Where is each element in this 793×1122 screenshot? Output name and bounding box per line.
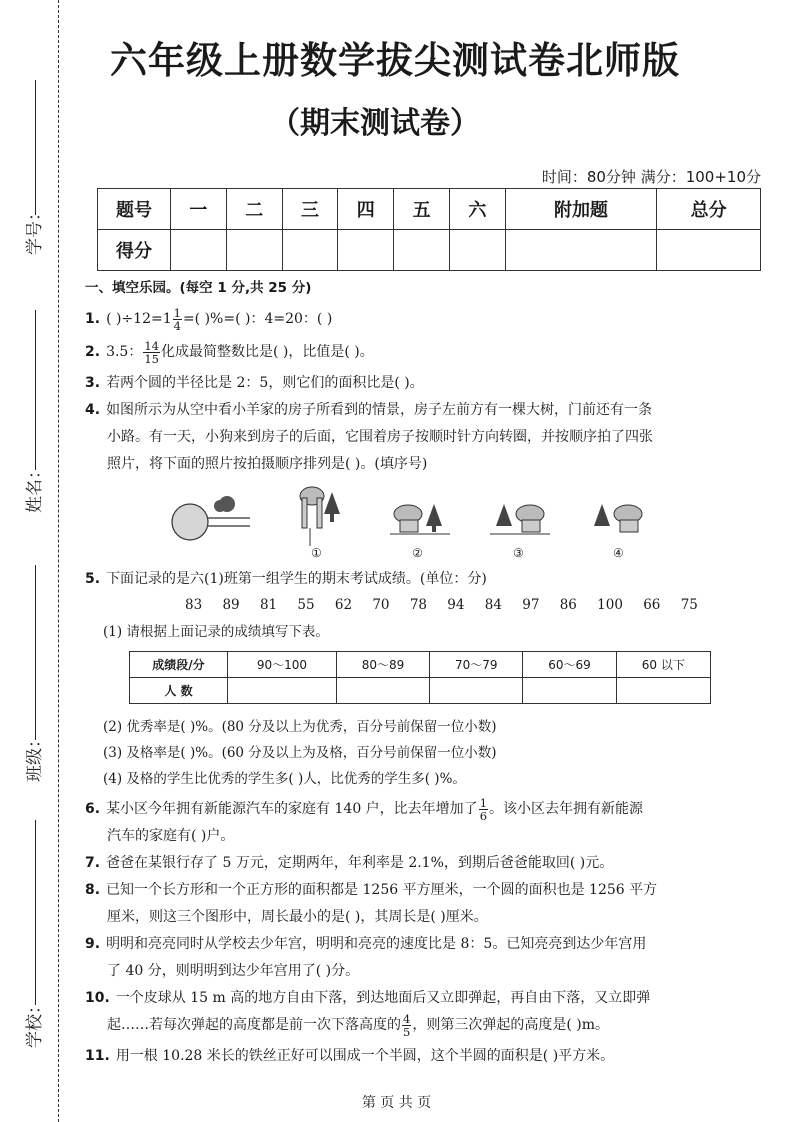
grade-row-label: 人 数 xyxy=(130,678,228,704)
sub-question: (3) 及格率是( )%。(60 分及以上为及格，百分号前保留一位小数) xyxy=(103,745,497,761)
question-number: 7. xyxy=(85,855,101,871)
photo-3-figure xyxy=(490,504,550,544)
question-text: 某小区今年拥有新能源汽车的家庭有 140 户，比去年增加了 xyxy=(106,801,478,817)
question-text: 。该小区去年拥有新能源 xyxy=(489,801,644,817)
question-text: 了 40 分，则明明到达少年宫用了( )分。 xyxy=(107,963,360,979)
score-cell[interactable] xyxy=(394,230,450,271)
school-label: 学校： xyxy=(25,997,45,1048)
photo-4-figure xyxy=(590,504,650,544)
question-6 xyxy=(85,796,765,850)
score-cell[interactable] xyxy=(282,230,338,271)
question-number: 1. xyxy=(85,311,101,327)
grade-cell[interactable] xyxy=(336,678,429,704)
score-header-cell: 一 xyxy=(171,189,227,230)
photo-2-figure xyxy=(390,504,450,544)
grade-cell[interactable] xyxy=(523,678,616,704)
question-text: 3.5： xyxy=(106,344,143,360)
class-line xyxy=(35,565,36,740)
grade-table xyxy=(129,651,711,704)
fraction-denominator: 5 xyxy=(403,1024,411,1039)
question-number: 5. xyxy=(85,571,101,587)
question-text: 如图所示为从空中看小羊家的房子所看到的情景，房子左前方有一棵大树，门前还有一条 xyxy=(106,402,653,418)
question-9 xyxy=(85,931,765,985)
grade-cell[interactable] xyxy=(616,678,710,704)
question-10 xyxy=(85,985,765,1039)
fraction xyxy=(173,307,182,332)
question-number: 2. xyxy=(85,344,101,360)
score-header-cell: 四 xyxy=(338,189,394,230)
score-table xyxy=(97,188,761,271)
score-cell[interactable] xyxy=(338,230,394,271)
question-2 xyxy=(85,339,765,366)
grade-header-cell: 80～89 xyxy=(336,652,429,678)
photo-label: ④ xyxy=(613,546,624,560)
name-line xyxy=(35,310,36,470)
question-text: 小路。有一天，小狗来到房子的后面，它围着房子按顺时针方向转圈，并按顺序拍了四张 xyxy=(107,429,653,445)
fraction-numerator: 4 xyxy=(403,1011,411,1026)
page-title: 六年级上册数学拔尖测试卷北师版 xyxy=(110,39,680,82)
score-list: 83 89 81 55 62 70 78 94 84 97 86 100 66 75 xyxy=(185,597,698,613)
name-field[interactable] xyxy=(0,462,58,514)
question-text: 用一根 10.28 米长的铁丝正好可以围成一个半圆，这个半圆的面积是( )平方米。 xyxy=(115,1048,615,1064)
section-title: 一、填空乐园。(每空 1 分,共 25 分) xyxy=(85,280,312,296)
fraction xyxy=(143,340,160,365)
class-label: 班级： xyxy=(25,731,45,782)
score-header-cell: 六 xyxy=(449,189,505,230)
fraction-numerator: 14 xyxy=(144,338,159,353)
sub-question: (2) 优秀率是( )%。(80 分及以上为优秀，百分号前保留一位小数) xyxy=(103,719,497,735)
grade-header-cell: 60～69 xyxy=(523,652,616,678)
score-cell[interactable] xyxy=(449,230,505,271)
score-header-cell: 三 xyxy=(282,189,338,230)
school-line xyxy=(35,820,36,1005)
grade-header-cell: 90～100 xyxy=(228,652,337,678)
score-cell[interactable] xyxy=(505,230,656,271)
score-header-cell: 二 xyxy=(226,189,282,230)
fraction-numerator: 1 xyxy=(479,795,488,810)
score-cell[interactable] xyxy=(171,230,227,271)
binding-line xyxy=(58,0,59,1122)
question-5 xyxy=(85,566,765,593)
house-top-view-figure xyxy=(170,494,250,549)
question-text: 汽车的家庭有( )户。 xyxy=(107,828,235,844)
grade-cell[interactable] xyxy=(430,678,523,704)
page-footer: 第 页 共 页 xyxy=(361,1095,432,1111)
question-text: 一个皮球从 15 m 高的地方自由下落，到达地面后又立即弹起，再自由下落，又立即弹 xyxy=(115,990,651,1006)
question-text: 若两个圆的半径比是 2：5，则它们的面积比是( )。 xyxy=(106,375,424,391)
question-text: ( )÷12=1 xyxy=(106,311,172,327)
page-subtitle: （期末测试卷） xyxy=(270,106,480,141)
fraction-denominator: 15 xyxy=(144,351,159,366)
question-8 xyxy=(85,877,765,931)
question-text: ，则第三次弹起的高度是( )m。 xyxy=(412,1017,609,1033)
question-text: 爸爸在某银行存了 5 万元，定期两年，年利率是 2.1%，到期后爸爸能取回( )元。 xyxy=(106,855,614,871)
photo-figures xyxy=(85,484,765,562)
grade-cell[interactable] xyxy=(228,678,337,704)
question-number: 9. xyxy=(85,936,101,952)
question-number: 4. xyxy=(85,402,101,418)
grade-table-header-row xyxy=(130,652,711,678)
fraction xyxy=(402,1013,411,1038)
question-number: 10. xyxy=(85,990,110,1006)
photo-1-figure xyxy=(290,484,350,546)
question-number: 8. xyxy=(85,882,101,898)
fraction-denominator: 6 xyxy=(479,808,488,823)
score-table-header-row xyxy=(98,189,761,230)
student-id-line xyxy=(35,80,36,215)
question-11 xyxy=(85,1043,765,1070)
score-cell[interactable] xyxy=(226,230,282,271)
question-text: =( )%=( )：4=20：( ) xyxy=(182,311,333,327)
question-3 xyxy=(85,370,765,397)
question-text: 起……若每次弹起的高度都是前一次下落高度的 xyxy=(107,1017,401,1033)
grade-header-cell: 70～79 xyxy=(430,652,523,678)
student-id-label: 学号： xyxy=(25,204,45,255)
question-text: 下面记录的是六(1)班第一组学生的期末考试成绩。(单位：分) xyxy=(106,571,487,587)
question-text: 厘米，则这三个图形中，周长最小的是( )，其周长是( )厘米。 xyxy=(107,909,488,925)
class-field[interactable] xyxy=(0,731,58,783)
score-row-label: 得分 xyxy=(98,230,171,271)
question-4 xyxy=(85,397,765,478)
fraction xyxy=(479,797,488,822)
question-text: 明明和亮亮同时从学校去少年宫，明明和亮亮的速度比是 8：5。已知亮亮到达少年宫用 xyxy=(106,936,647,952)
score-header-cell: 五 xyxy=(394,189,450,230)
photo-label: ② xyxy=(412,546,423,560)
name-label: 姓名： xyxy=(25,462,45,513)
question-7 xyxy=(85,850,765,877)
student-id-field[interactable] xyxy=(0,204,58,256)
grade-header-cell: 60 以下 xyxy=(616,652,710,678)
score-header-cell: 题号 xyxy=(98,189,171,230)
question-number: 11. xyxy=(85,1048,110,1064)
school-field[interactable] xyxy=(0,997,58,1049)
question-text: 已知一个长方形和一个正方形的面积都是 1256 平方厘米，一个圆的面积也是 1256 平方 xyxy=(106,882,658,898)
fraction-denominator: 4 xyxy=(173,318,181,333)
question-text: 照片，将下面的照片按拍摄顺序排列是( )。(填序号) xyxy=(107,456,428,472)
time-info: 时间：80分钟 满分：100+10分 xyxy=(541,168,761,186)
photo-label: ① xyxy=(311,546,322,560)
question-1 xyxy=(85,306,765,333)
grade-table-row xyxy=(130,678,711,704)
question-text: 化成最简整数比是( )，比值是( )。 xyxy=(160,344,374,360)
photo-label: ③ xyxy=(513,546,524,560)
question-number: 6. xyxy=(85,801,101,817)
question-content xyxy=(85,276,765,1070)
score-cell[interactable] xyxy=(657,230,761,271)
score-header-cell: 附加题 xyxy=(505,189,656,230)
grade-header-cell: 成绩段/分 xyxy=(130,652,228,678)
sub-question: (1) 请根据上面记录的成绩填写下表。 xyxy=(103,624,329,640)
question-number: 3. xyxy=(85,375,101,391)
sub-question: (4) 及格的学生比优秀的学生多( )人，比优秀的学生多( )%。 xyxy=(103,771,466,787)
score-header-cell: 总分 xyxy=(657,189,761,230)
fraction-numerator: 1 xyxy=(173,305,181,320)
score-table-row xyxy=(98,230,761,271)
